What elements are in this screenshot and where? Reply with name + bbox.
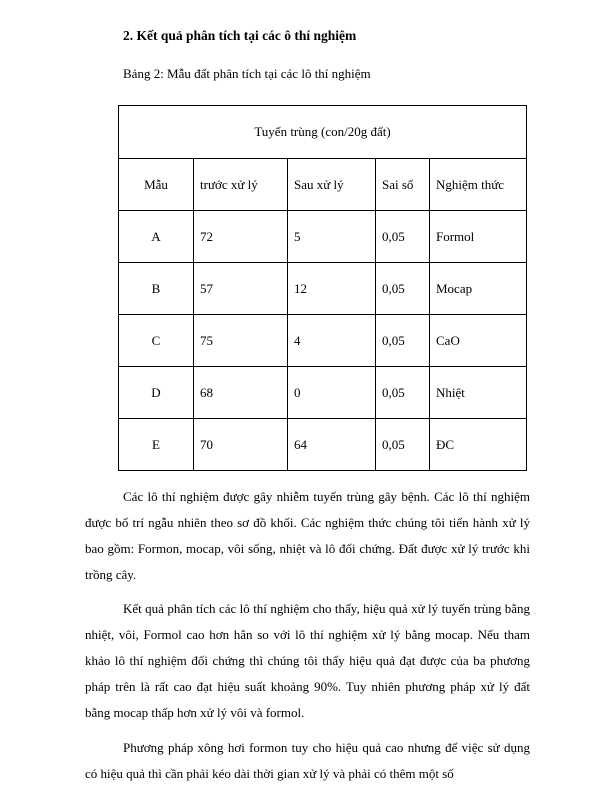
cell-treatment: ĐC [430, 419, 527, 471]
cell-before: 72 [194, 211, 288, 263]
cell-after: 64 [288, 419, 376, 471]
cell-before: 57 [194, 263, 288, 315]
cell-treatment: Mocap [430, 263, 527, 315]
cell-treatment: CaO [430, 315, 527, 367]
cell-after: 4 [288, 315, 376, 367]
table-row [119, 211, 527, 263]
cell-sample: D [119, 367, 194, 419]
cell-before: 75 [194, 315, 288, 367]
table-header-row [119, 159, 527, 211]
cell-sample: C [119, 315, 194, 367]
cell-error: 0,05 [376, 315, 430, 367]
header-sample: Mẫu [119, 159, 194, 211]
header-treatment: Nghiệm thức [430, 159, 527, 211]
cell-error: 0,05 [376, 211, 430, 263]
cell-after: 5 [288, 211, 376, 263]
cell-before: 68 [194, 367, 288, 419]
cell-after: 12 [288, 263, 376, 315]
header-error: Sai số [376, 159, 430, 211]
header-before: trước xử lý [194, 159, 288, 211]
paragraph-results: Kết quả phân tích các lô thí nghiệm cho thấy, hiệu quả xử lý tuyến trùng bằng nhiệt, vôi, Formol cao hơn hẳn so với lô thí nghiệm xử lý bằng mocap. Nếu tham khảo lô thí nghiệm đối chứng thì chúng tôi thấy hiệu quả đạt được của ba phương pháp trên là rất cao đạt hiệu suất khoảng 90%. Tuy nhiên phương pháp xử lý đất bằng mocap thấp hơn xử lý vôi và formol. [85, 601, 530, 720]
table-title-row [119, 106, 527, 159]
cell-error: 0,05 [376, 367, 430, 419]
table-row [119, 367, 527, 419]
table-caption: Bảng 2: Mẫu đất phân tích tại các lô thí nghiệm [123, 66, 371, 81]
table-title: Tuyến trùng (con/20g đất) [119, 106, 527, 159]
cell-sample: E [119, 419, 194, 471]
paragraph-formon: Phương pháp xông hơi formon tuy cho hiệu quả cao nhưng để việc sử dụng có hiệu quả thì cần phải kéo dài thời gian xử lý và phải có thêm một số [85, 740, 530, 781]
table-row [119, 315, 527, 367]
cell-before: 70 [194, 419, 288, 471]
cell-error: 0,05 [376, 419, 430, 471]
table-row [119, 419, 527, 471]
section-heading: 2. Kết quả phân tích tại các ô thí nghiệm [123, 28, 357, 43]
cell-treatment: Formol [430, 211, 527, 263]
header-after: Sau xử lý [288, 159, 376, 211]
cell-error: 0,05 [376, 263, 430, 315]
cell-treatment: Nhiệt [430, 367, 527, 419]
cell-sample: B [119, 263, 194, 315]
cell-after: 0 [288, 367, 376, 419]
paragraph-setup: Các lô thí nghiệm được gây nhiễm tuyến trùng gây bệnh. Các lô thí nghiệm được bố trí ngẫu nhiên theo sơ đồ khối. Các nghiệm thức chúng tôi tiến hành xử lý bao gồm: Formon, mocap, vôi sống, nhiệt và lô đối chứng. Đất được xử lý trước khi trồng cây. [85, 489, 530, 582]
results-table [118, 105, 527, 471]
cell-sample: A [119, 211, 194, 263]
table-row [119, 263, 527, 315]
